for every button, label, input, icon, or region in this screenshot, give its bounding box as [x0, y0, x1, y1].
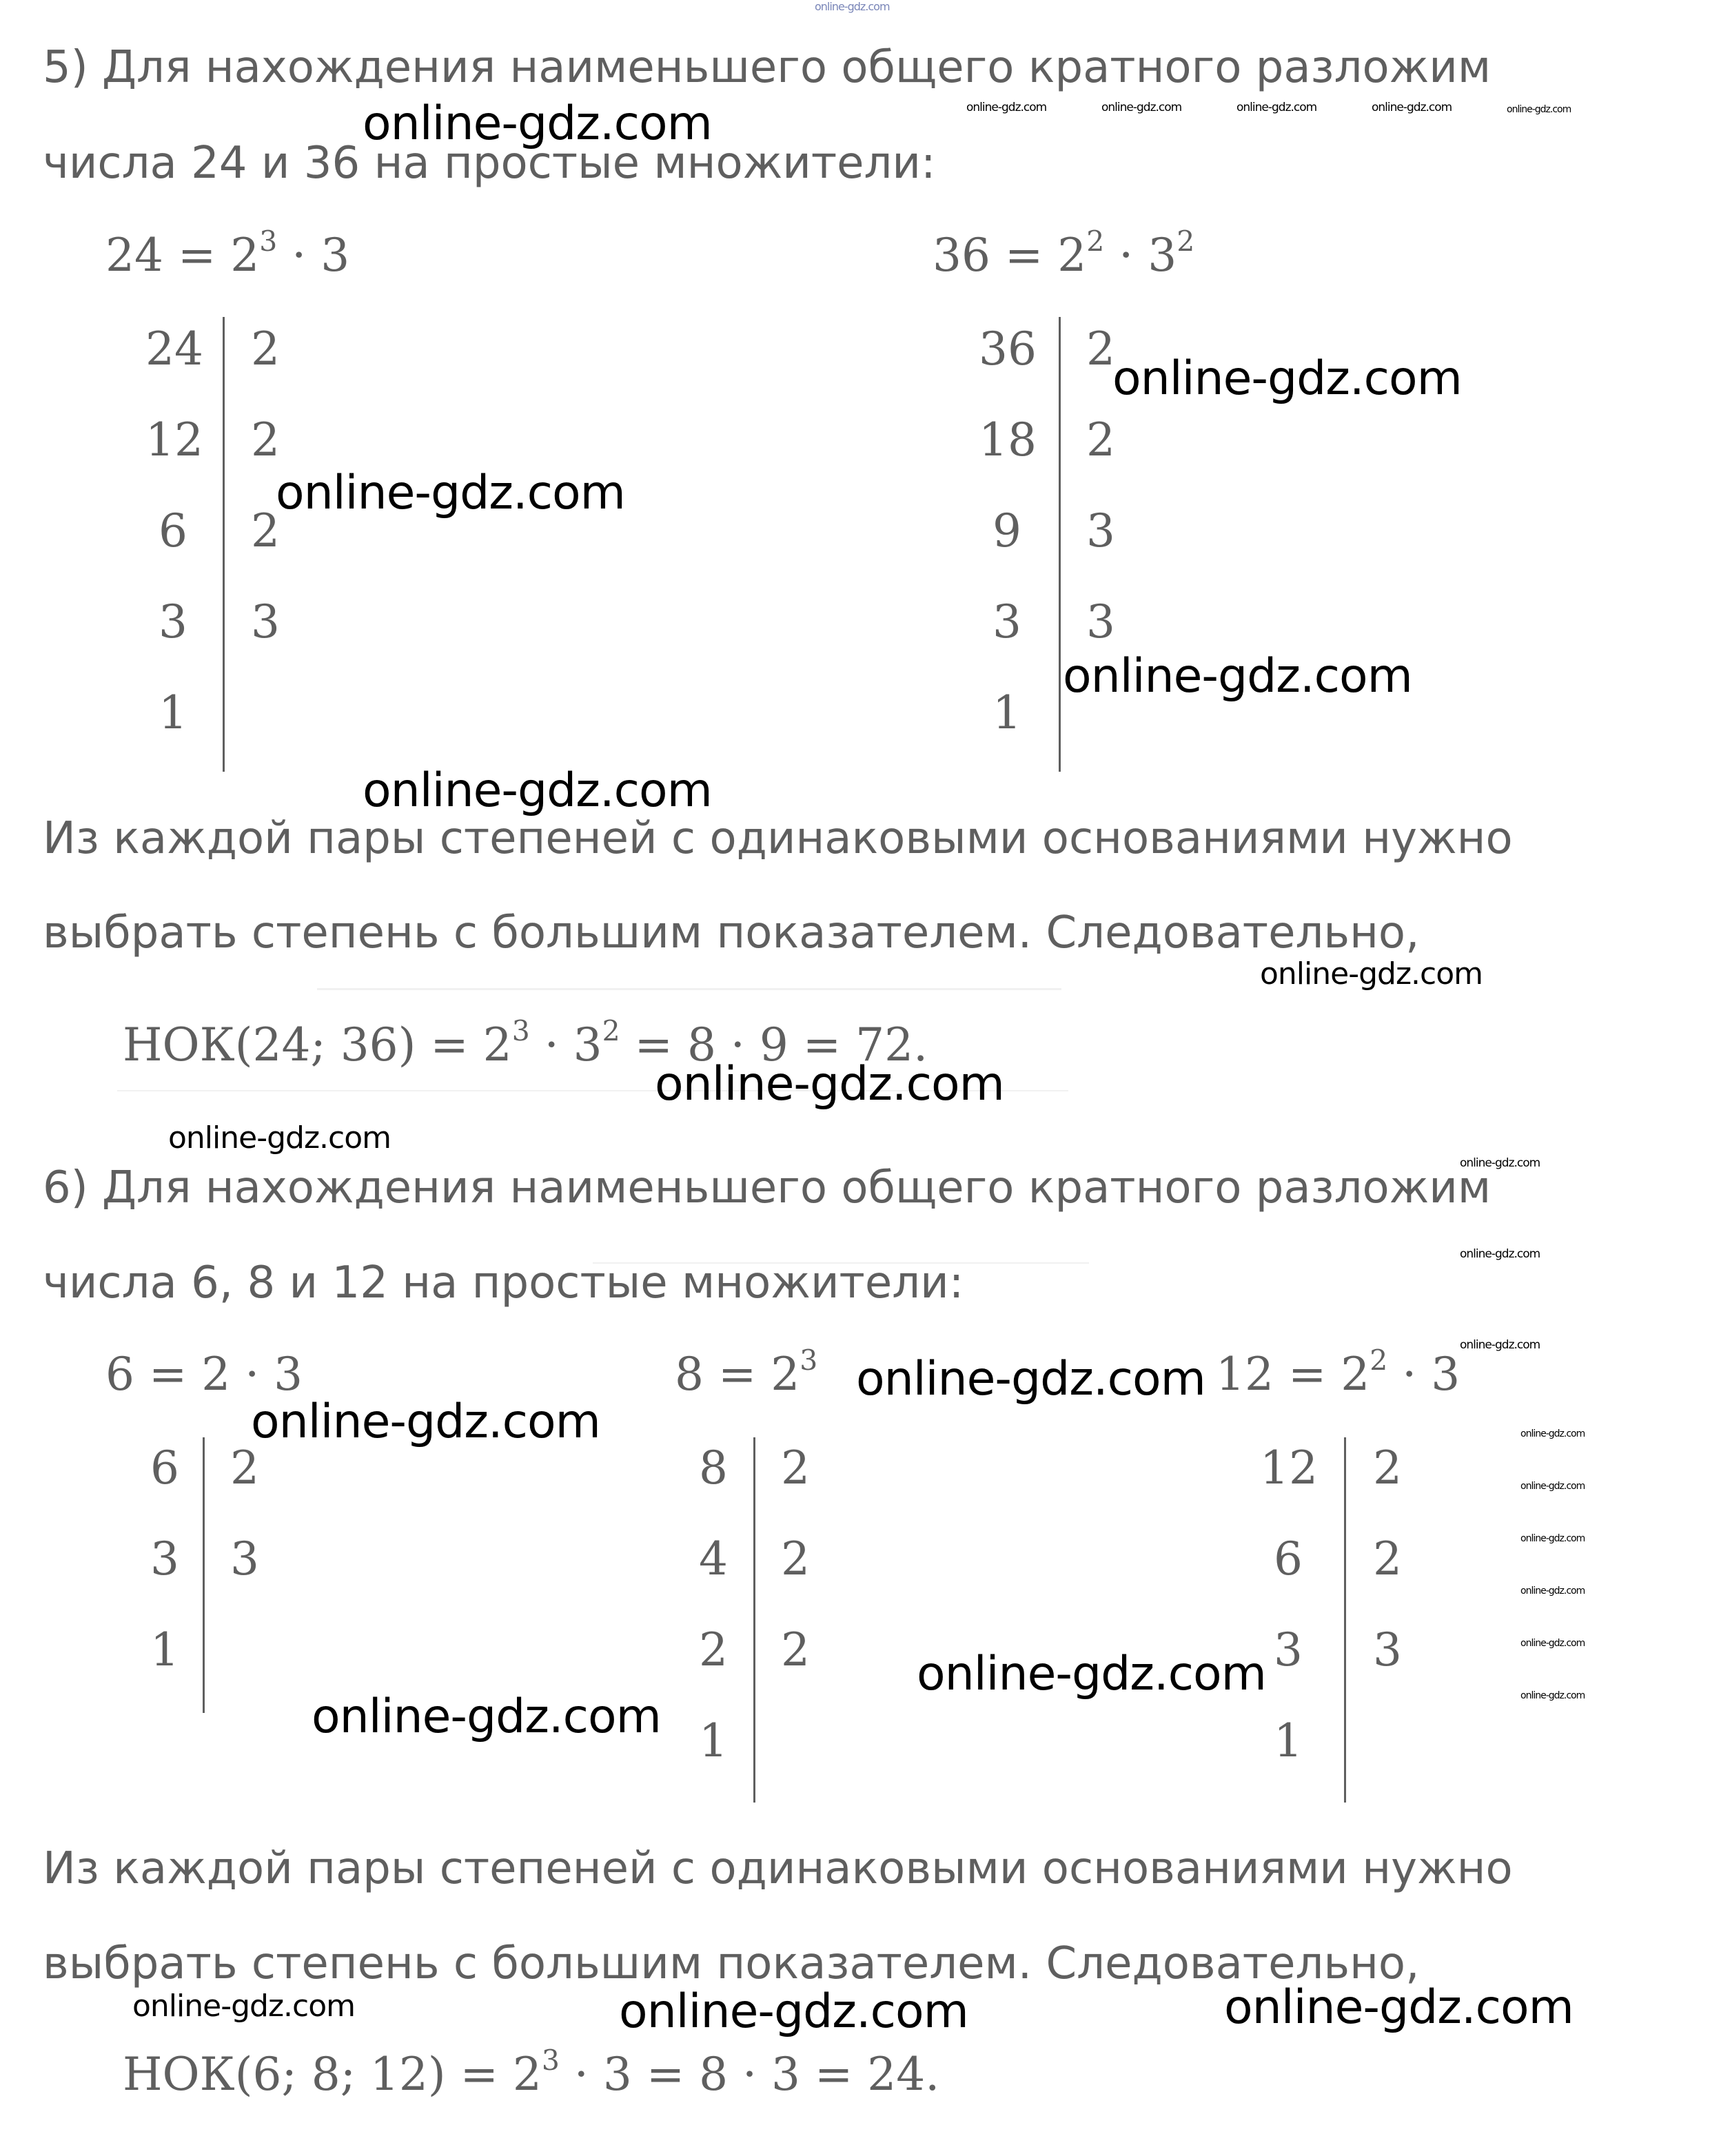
table-divider: [1059, 317, 1061, 772]
table-left-value: 8: [699, 1441, 728, 1495]
table-right-value: 2: [1373, 1441, 1402, 1495]
table-left-value: 1: [150, 1623, 179, 1676]
s5-conclusion-line2: выбрать степень с большим показателем. Следовательно,: [43, 907, 1420, 958]
watermark: online-gdz.com: [1372, 101, 1452, 114]
table-left-value: 12: [1260, 1441, 1318, 1495]
table-right-value: 3: [230, 1532, 259, 1585]
table-left-value: 36: [979, 322, 1037, 376]
table-left-value: 3: [993, 595, 1021, 648]
s6-lcm-result: НОК(6; 8; $12) = 2^3 \cdot 3 = 8 \cdot 3 = 24$.: [123, 2044, 940, 2101]
table-left-value: 4: [699, 1532, 728, 1585]
table-divider: [203, 1437, 205, 1713]
watermark: online-gdz.com: [619, 1984, 968, 2039]
watermark: online-gdz.com: [1460, 1156, 1540, 1170]
watermark: online-gdz.com: [1520, 1533, 1585, 1544]
table-left-value: 6: [150, 1441, 179, 1495]
watermark: online-gdz.com: [1520, 1585, 1585, 1597]
table-left-value: 3: [150, 1532, 179, 1585]
table-left-value: 9: [993, 504, 1021, 557]
table-right-value: 3: [1086, 504, 1115, 557]
watermark: online-gdz.com: [1507, 104, 1571, 115]
s6-factorization-8: $8 = 2^3$: [675, 1344, 818, 1401]
table-left-value: 3: [1274, 1623, 1303, 1676]
table-right-value: 2: [251, 322, 280, 376]
watermark: online-gdz.com: [1460, 1338, 1540, 1352]
s5-intro-line2: числа 24 и 36 на простые множители:: [43, 138, 936, 189]
watermark: online-gdz.com: [1520, 1481, 1585, 1492]
s5-factorization-36: $36 = 2^2 \cdot 3^2$: [933, 225, 1195, 282]
s6-conclusion-line2: выбрать степень с большим показателем. Следовательно,: [43, 1938, 1420, 1989]
table-right-value: 2: [1086, 322, 1115, 376]
table-right-value: 2: [781, 1532, 810, 1585]
s5-conclusion-line1: Из каждой пары степеней с одинаковыми основаниями нужно: [43, 813, 1513, 864]
table-right-value: 2: [251, 504, 280, 557]
table-left-value: 24: [145, 322, 203, 376]
watermark: online-gdz.com: [1520, 1690, 1585, 1701]
watermark: online-gdz.com: [251, 1395, 600, 1449]
watermark: online-gdz.com: [1460, 1247, 1540, 1261]
s5-intro-line1: 5) Для нахождения наименьшего общего кратного разложим: [43, 42, 1492, 93]
watermark: online-gdz.com: [856, 1352, 1205, 1406]
watermark: online-gdz.com: [966, 101, 1047, 114]
watermark: online-gdz.com: [1063, 649, 1412, 704]
watermark: online-gdz.com: [1236, 101, 1317, 114]
s6-factorization-12: $12 = 2^2 \cdot 3$: [1216, 1344, 1460, 1401]
table-divider: [753, 1437, 755, 1803]
table-right-value: 2: [251, 413, 280, 466]
table-left-value: 6: [1274, 1532, 1303, 1585]
watermark: online-gdz.com: [1112, 351, 1462, 406]
table-left-value: 6: [159, 504, 187, 557]
table-divider: [223, 317, 225, 772]
watermark: online-gdz.com: [1101, 101, 1182, 114]
watermark: online-gdz.com: [363, 96, 712, 151]
table-left-value: 2: [699, 1623, 728, 1676]
table-right-value: 3: [251, 595, 280, 648]
table-right-value: 2: [781, 1623, 810, 1676]
table-left-value: 1: [993, 686, 1021, 739]
watermark: online-gdz.com: [917, 1647, 1266, 1701]
watermark: online-gdz.com: [1520, 1428, 1585, 1439]
s6-factorization-6: 6 = 2 · 3: [105, 1348, 303, 1401]
watermark: online-gdz.com: [655, 1057, 1004, 1111]
table-right-value: 2: [230, 1441, 259, 1495]
table-left-value: 1: [699, 1714, 728, 1767]
table-right-value: 2: [1373, 1532, 1402, 1585]
watermark: online-gdz.com: [312, 1690, 661, 1744]
table-left-value: 18: [979, 413, 1037, 466]
watermark: online-gdz.com: [1520, 1638, 1585, 1649]
s6-conclusion-line1: Из каждой пары степеней с одинаковыми основаниями нужно: [43, 1843, 1513, 1894]
table-right-value: 2: [1086, 413, 1115, 466]
table-left-value: 12: [145, 413, 203, 466]
s6-intro-line2: числа 6, 8 и 12 на простые множители:: [43, 1257, 964, 1308]
watermark: online-gdz.com: [363, 763, 712, 818]
s5-factorization-24: $24 = 2^3 \cdot 3$: [105, 225, 350, 282]
watermark: online-gdz.com: [168, 1120, 391, 1156]
s5-lcm-result: НОК(24; $36) = 2^3 \cdot 3^2 = 8 \cdot 9 = 72$.: [123, 1014, 928, 1071]
table-left-value: 1: [159, 686, 187, 739]
scan-artifact-line: [317, 988, 1061, 990]
watermark: online-gdz.com: [132, 1989, 356, 2024]
s6-intro-line1: 6) Для нахождения наименьшего общего кратного разложим: [43, 1162, 1492, 1213]
table-left-value: 1: [1274, 1714, 1303, 1767]
watermark: online-gdz.com: [1224, 1980, 1574, 2035]
table-right-value: 3: [1373, 1623, 1402, 1676]
table-right-value: 2: [781, 1441, 810, 1495]
watermark: online-gdz.com: [1260, 956, 1483, 992]
top-watermark: online-gdz.com: [815, 0, 890, 13]
table-divider: [1344, 1437, 1346, 1803]
table-left-value: 3: [159, 595, 187, 648]
table-right-value: 3: [1086, 595, 1115, 648]
watermark: online-gdz.com: [276, 466, 625, 520]
